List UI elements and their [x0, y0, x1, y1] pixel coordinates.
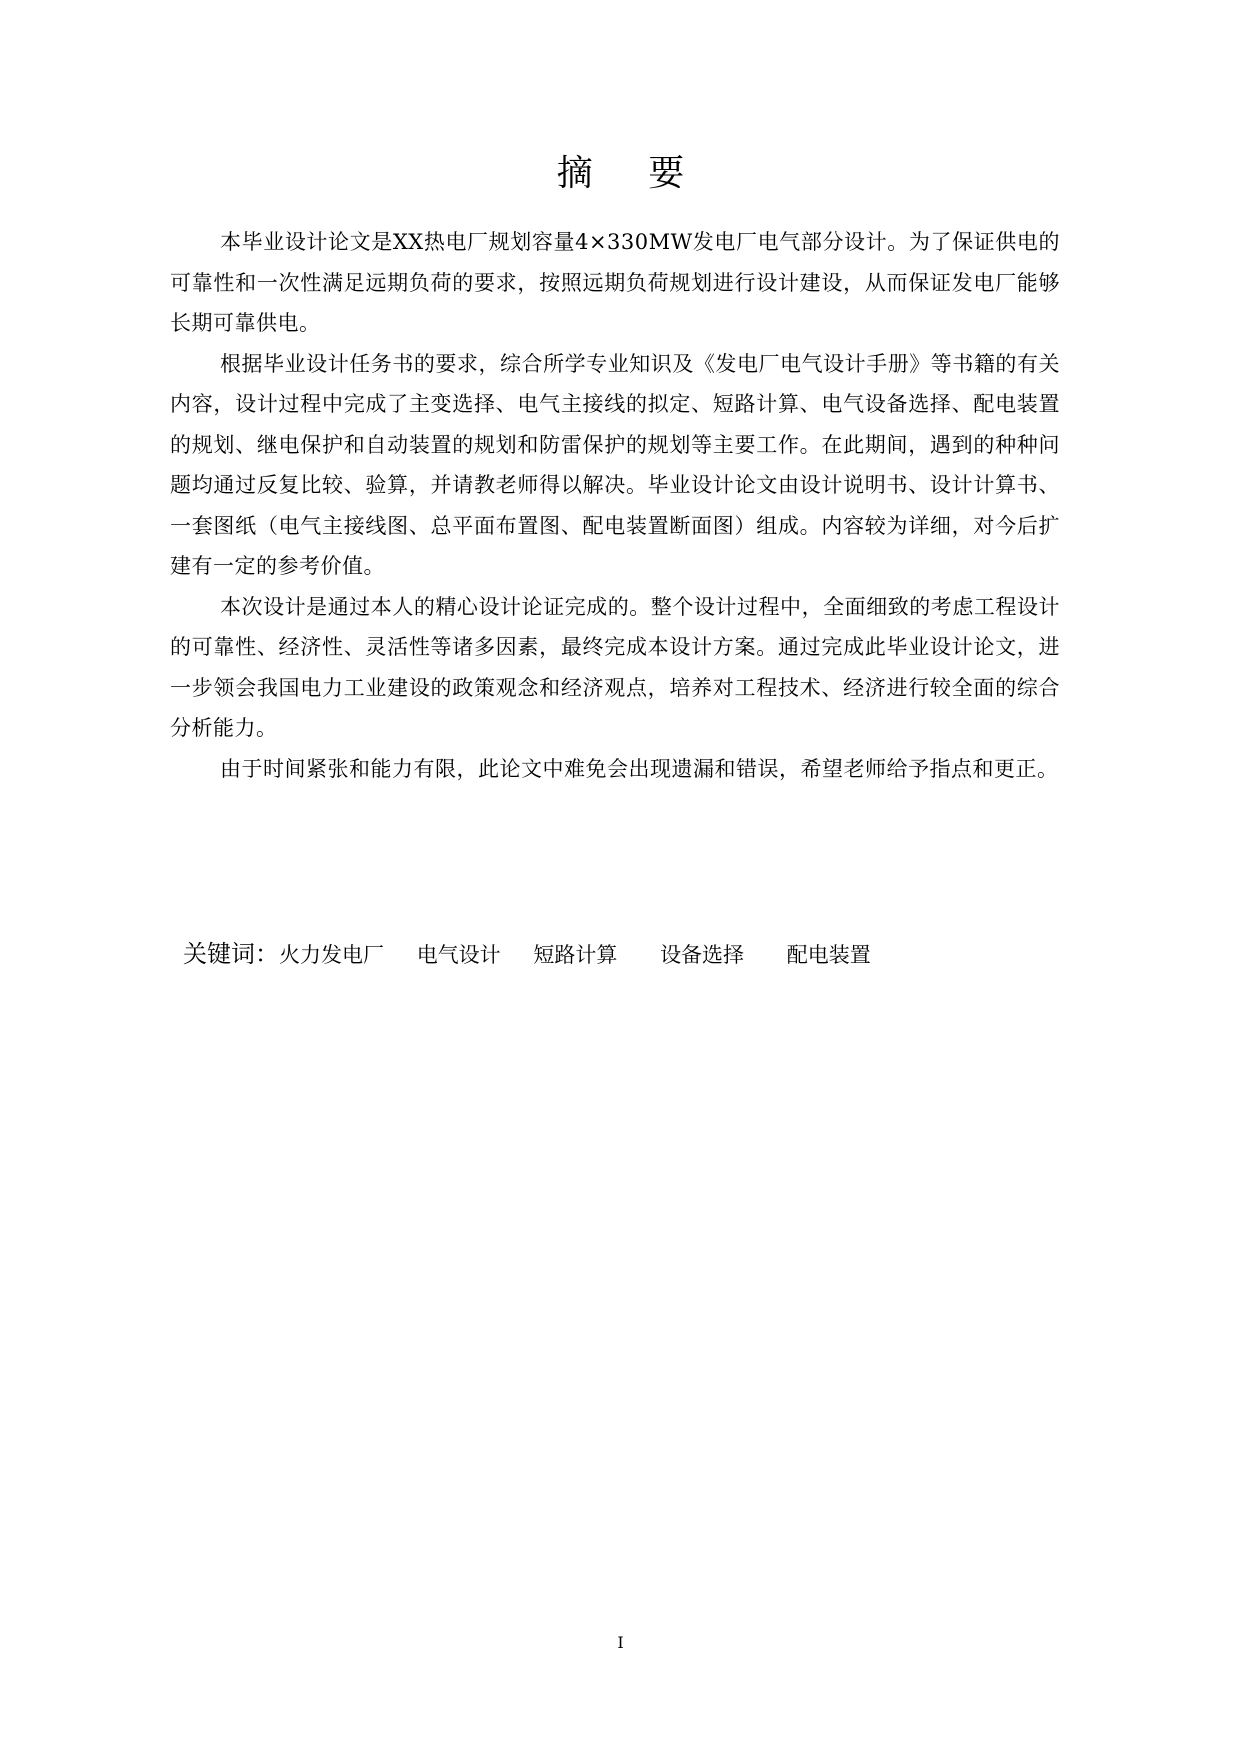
keyword-item: 电气设计 — [416, 943, 501, 967]
keyword-item: 配电装置 — [786, 943, 871, 967]
keywords-line — [183, 934, 897, 975]
keyword-item: 火力发电厂 — [279, 943, 384, 967]
page-number: I — [617, 1633, 624, 1652]
abstract-paragraph-1: 本毕业设计论文是XX热电厂规划容量4×330MW发电厂电气部分设计。为了保证供电的可靠性和一次性满足远期负荷的要求，按照远期负荷规划进行设计建设，从而保证发电厂能够长期可靠供电。 — [170, 230, 1060, 335]
keyword-item: 设备选择 — [660, 943, 745, 967]
keywords-label: 关键词： — [183, 940, 279, 968]
abstract-paragraph-3: 本次设计是通过本人的精心设计论证完成的。整个设计过程中，全面细致的考虑工程设计的可靠性、经济性、灵活性等诸多因素，最终完成本设计方案。通过完成此毕业设计论文，进一步领会我国电力工业建设的政策观念和经济观点，培养对工程技术、经济进行较全面的综合分析能力。 — [170, 594, 1060, 740]
abstract-body — [170, 222, 1060, 789]
keyword-item: 短路计算 — [533, 943, 618, 967]
abstract-title: 摘 要 — [556, 153, 707, 194]
abstract-paragraph-4: 由于时间紧张和能力有限，此论文中难免会出现遗漏和错误，希望老师给予指点和更正。 — [220, 756, 1059, 781]
abstract-paragraph-2: 根据毕业设计任务书的要求，综合所学专业知识及《发电厂电气设计手册》等书籍的有关内容，设计过程中完成了主变选择、电气主接线的拟定、短路计算、电气设备选择、配电装置的规划、继电保护和自动装置的规划和防雷保护的规划等主要工作。在此期间，遇到的种种问题均通过反复比较、验算，并请教老师得以解决。毕业设计论文由设计说明书、设计计算书、一套图纸（电气主接线图、总平面布置图、配电装置断面图）组成。内容较为详细，对今后扩建有一定的参考价值。 — [170, 351, 1060, 578]
